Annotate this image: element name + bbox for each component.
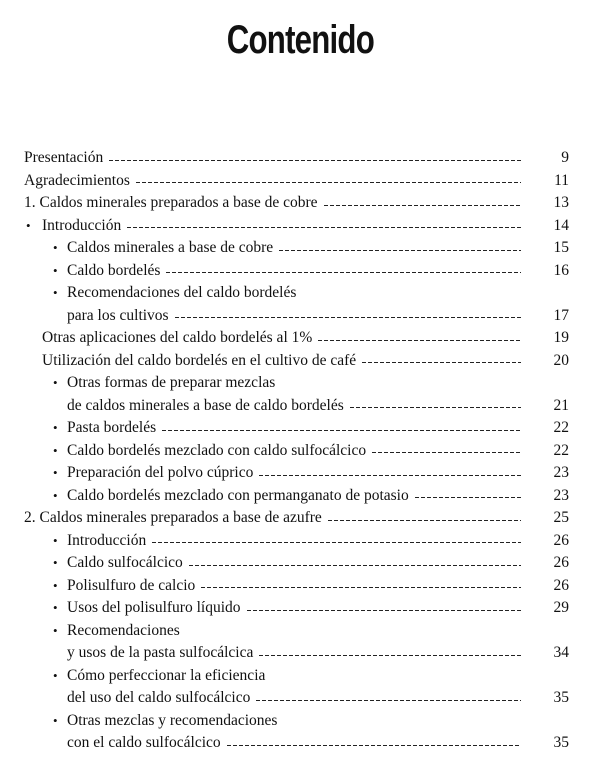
toc-entry-text: Polisulfuro de calcio	[67, 576, 196, 594]
toc-entry[interactable]	[24, 710, 569, 755]
page-number: 19	[553, 329, 569, 346]
toc-entry-text: Otras mezclas y recomendaciones	[67, 711, 278, 729]
toc-entry[interactable]	[24, 575, 569, 598]
bullet-icon: •	[26, 217, 31, 233]
dot-leader	[201, 587, 521, 588]
dot-leader	[175, 317, 521, 318]
toc-entry[interactable]	[24, 597, 569, 620]
toc-entry-text: Caldo bordelés mezclado con caldo sulfocálcico	[67, 441, 367, 459]
page-number: 29	[553, 599, 569, 616]
page-number: 17	[553, 306, 569, 324]
bullet-icon: •	[53, 555, 58, 570]
page-number: 15	[553, 239, 569, 256]
page-number: 20	[553, 351, 569, 369]
toc-entry[interactable]	[24, 147, 569, 170]
toc-entry-text: Recomendaciones del caldo bordelés	[67, 284, 297, 301]
page-number: 26	[553, 576, 569, 594]
toc-entry[interactable]	[24, 462, 569, 485]
toc-entry-text: Introducción	[42, 216, 122, 234]
page-number: 25	[553, 509, 569, 526]
toc-entry-text: Recomendaciones	[67, 621, 180, 639]
toc-entry[interactable]	[24, 552, 569, 575]
toc-entry[interactable]	[24, 485, 569, 508]
page-number: 26	[553, 531, 569, 549]
dot-leader	[328, 520, 521, 521]
dot-leader	[162, 430, 521, 431]
toc-entry-text: con el caldo sulfocálcico	[67, 734, 221, 751]
toc-entry-text: Usos del polisulfuro líquido	[67, 599, 241, 616]
toc-entry-text: Caldo bordelés	[67, 261, 161, 279]
page-number: 22	[553, 419, 569, 436]
bullet-icon: •	[53, 532, 58, 548]
bullet-icon: •	[53, 262, 58, 278]
toc-entry-text: para los cultivos	[67, 306, 169, 324]
bullet-icon: •	[53, 240, 58, 255]
toc-entry-text: Otras aplicaciones del caldo bordelés al 1%	[42, 329, 313, 346]
toc-entry[interactable]	[24, 417, 569, 440]
dot-leader	[166, 272, 521, 273]
page-number: 14	[553, 216, 569, 234]
toc-entry[interactable]	[24, 507, 569, 530]
toc-entry-text: Cómo perfeccionar la eficiencia	[67, 666, 266, 684]
toc-entry-text: Otras formas de preparar mezclas	[67, 374, 276, 391]
page-number: 9	[561, 149, 569, 166]
page-number: 34	[553, 644, 569, 661]
dot-leader	[362, 362, 521, 363]
toc-entry-text: y usos de la pasta sulfocálcica	[67, 644, 254, 661]
toc-entry[interactable]	[24, 327, 569, 350]
dot-leader	[109, 160, 521, 161]
table-of-contents	[24, 147, 569, 755]
toc-entry-text: Caldo bordelés mezclado con permanganato de potasio	[67, 486, 409, 504]
dot-leader	[247, 610, 521, 611]
page-number: 22	[553, 441, 569, 459]
toc-entry[interactable]	[24, 350, 569, 373]
dot-leader	[152, 542, 521, 543]
toc-entry[interactable]	[24, 372, 569, 417]
page-number: 35	[553, 734, 569, 751]
toc-entry-text: del uso del caldo sulfocálcico	[67, 689, 251, 706]
dot-leader	[189, 565, 521, 566]
bullet-icon: •	[53, 465, 58, 480]
toc-entry-text: 1. Caldos minerales preparados a base de cobre	[24, 194, 318, 211]
toc-entry[interactable]	[24, 440, 569, 463]
toc-entry[interactable]	[24, 170, 569, 193]
dot-leader	[318, 340, 521, 341]
dot-leader	[415, 497, 521, 498]
page-title: Contenido	[226, 18, 374, 62]
page-number: 16	[553, 261, 569, 279]
toc-entry[interactable]	[24, 192, 569, 215]
bullet-icon: •	[53, 442, 58, 458]
page-number: 35	[553, 689, 569, 706]
bullet-icon: •	[53, 712, 58, 728]
toc-entry-text: Caldos minerales a base de cobre	[67, 239, 274, 256]
bullet-icon: •	[53, 667, 58, 683]
toc-entry-text: Agradecimientos	[24, 171, 130, 189]
dot-leader	[227, 745, 521, 746]
toc-entry-text: 2. Caldos minerales preparados a base de azufre	[24, 509, 322, 526]
dot-leader	[136, 182, 521, 183]
toc-entry[interactable]	[24, 215, 569, 238]
dot-leader	[256, 700, 521, 701]
toc-entry-text: Presentación	[24, 149, 104, 166]
dot-leader	[259, 475, 521, 476]
dot-leader	[259, 655, 521, 656]
toc-entry-text: Pasta bordelés	[67, 419, 157, 436]
dot-leader	[324, 205, 521, 206]
page-number: 21	[553, 396, 569, 414]
toc-entry[interactable]	[24, 237, 569, 260]
bullet-icon: •	[53, 577, 58, 593]
bullet-icon: •	[53, 600, 58, 615]
toc-entry-text: Caldo sulfocálcico	[67, 554, 183, 571]
dot-leader	[279, 250, 521, 251]
bullet-icon: •	[53, 622, 58, 638]
toc-entry-text: Introducción	[67, 531, 147, 549]
dot-leader	[127, 227, 521, 228]
bullet-icon: •	[53, 420, 58, 435]
toc-entry[interactable]	[24, 530, 569, 553]
dot-leader	[350, 407, 521, 408]
bullet-icon: •	[53, 487, 58, 503]
page-number: 11	[554, 171, 569, 189]
toc-entry[interactable]	[24, 282, 569, 327]
toc-entry-text: Preparación del polvo cúprico	[67, 464, 254, 481]
toc-entry[interactable]	[24, 260, 569, 283]
page-number: 23	[553, 486, 569, 504]
bullet-icon: •	[53, 285, 58, 300]
page-number: 23	[553, 464, 569, 481]
toc-entry-text: de caldos minerales a base de caldo bordelés	[67, 396, 344, 414]
page-number: 26	[553, 554, 569, 571]
toc-entry[interactable]	[24, 665, 569, 710]
toc-entry[interactable]	[24, 620, 569, 665]
page-number: 13	[553, 194, 569, 211]
bullet-icon: •	[53, 375, 58, 390]
dot-leader	[372, 452, 521, 453]
toc-entry-text: Utilización del caldo bordelés en el cultivo de café	[42, 351, 357, 369]
